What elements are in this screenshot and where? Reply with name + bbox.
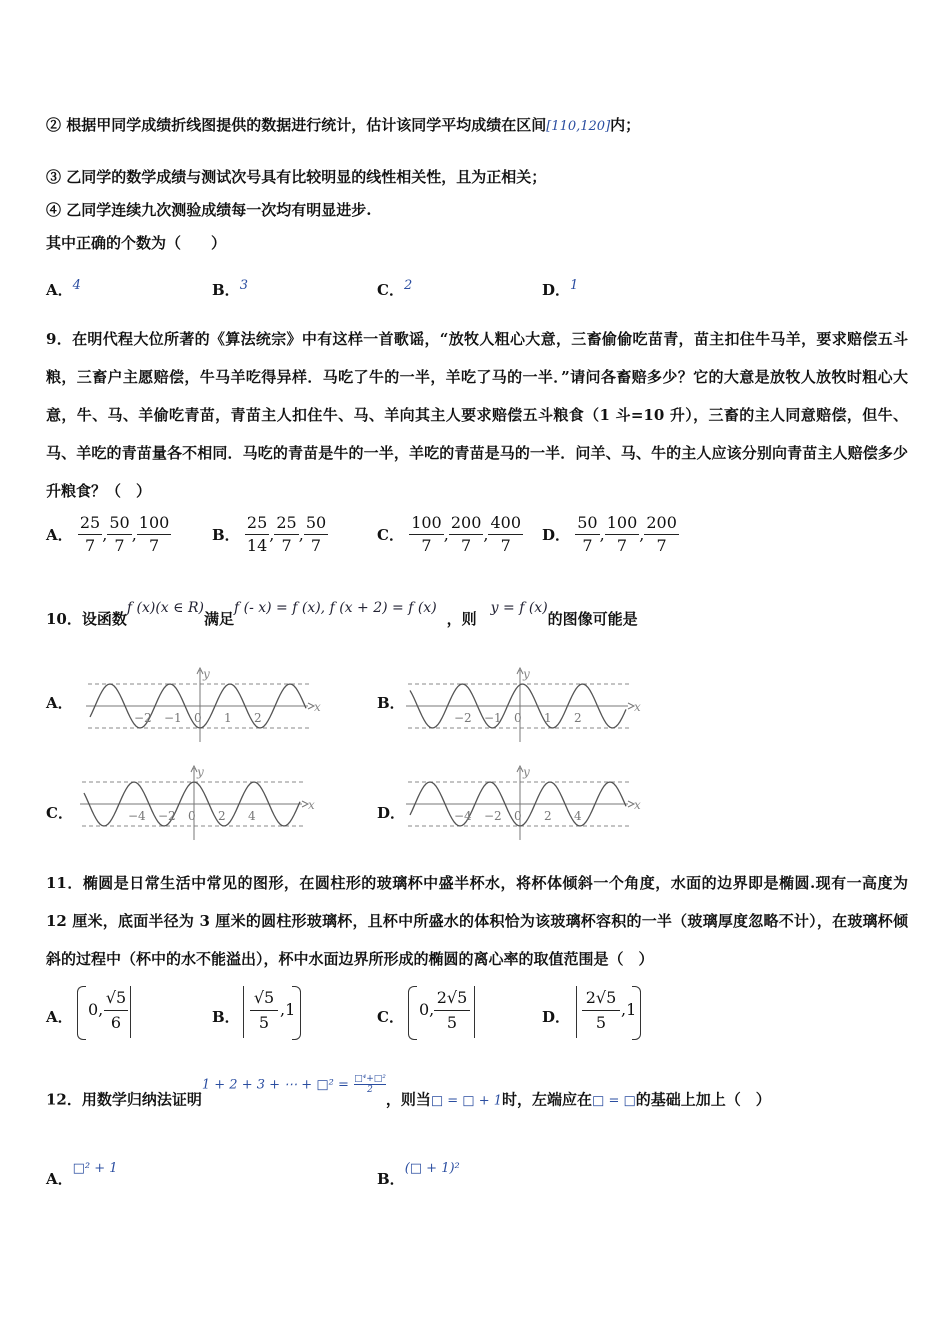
tick-label: 2 — [218, 809, 226, 823]
x-axis-label: x — [308, 798, 315, 812]
q11-option-a-label[interactable]: A． — [46, 1008, 73, 1026]
q10-option-b-label[interactable]: B． — [377, 694, 405, 712]
q10-option-d-label[interactable]: D． — [377, 804, 406, 822]
q9-option-c[interactable]: C． $\frac{100}{7}$ , $\frac{200}{7}$ , $\frac{400}{7}$ — [377, 513, 522, 555]
count-question: 其中正确的个数为（ ） — [46, 234, 227, 252]
tick-label: 0 — [514, 809, 522, 823]
interval-110-120: [110,120] — [546, 119, 611, 134]
q12-option-b[interactable]: B．(□ + 1)² — [377, 1161, 460, 1188]
tick-label: 2 — [544, 809, 552, 823]
statement-2-text: ② 根据甲同学成绩折线图提供的数据进行统计，估计该同学平均成绩在区间 — [46, 116, 547, 134]
q10-option-a-label[interactable]: A． — [46, 694, 73, 712]
tick-label: 0 — [188, 809, 196, 823]
tick-label: −1 — [484, 711, 502, 725]
tick-label: −2 — [134, 711, 152, 725]
tick-label: −4 — [454, 809, 472, 823]
tick-label: −1 — [164, 711, 182, 725]
question-9-text: 9．在明代程大位所著的《算法统宗》中有这样一首歌谣，“放牧人粗心大意，三畜偷偷吃苗青，苗主扣住牛马羊，要求赔偿五斗粮，三畜户主愿赔偿，牛马羊吃得异样．马吃了牛的一半，羊吃了马的一半．”请问各畜赔多少？它的大意是放牧人放牧时粗心大意，牛、马、羊偷吃青苗，青苗主人扣住牛、马、羊向其主人要求赔偿五斗粮食（1 斗=10 升），三畜的主人同意赔偿，但牛、马、羊吃的青苗量各不相同．马吃的青苗是牛的一半，羊吃的青苗是马的一半．问羊、马、牛的主人应该分别向青苗主人赔偿多少升粮食？（ ） — [46, 330, 908, 500]
question-10: 10．设函数f (x)(x ∈ R)满足f (- x) = f (x), f (x + 2) = f (x)，则y = f (x)的图像可能是 — [46, 600, 638, 628]
x-axis-label: x — [634, 798, 641, 812]
y-axis-label: y — [523, 765, 530, 779]
tick-label: −2 — [454, 711, 472, 725]
y-axis-label: y — [203, 667, 210, 681]
y-axis-label: y — [523, 667, 530, 681]
x-axis-label: x — [314, 700, 321, 714]
tick-label: 0 — [514, 711, 522, 725]
question-11-text: 11．椭圆是日常生活中常见的图形，在圆柱形的玻璃杯中盛半杯水，将杯体倾斜一个角度，水面的边界即是椭圆.现有一高度为 12 厘米，底面半径为 3 厘米的圆柱形玻璃杯，且杯中所盛水的体积恰为该玻璃杯容积的一半（玻璃厚度忽略不计），在玻璃杯倾斜的过程中（杯中的水不能溢出），杯中水面边界所形成的椭圆的离心率的取值范围是（ ） — [46, 874, 908, 968]
q8-option-c[interactable]: C．2 — [377, 278, 413, 299]
statement-3: ③ 乙同学的数学成绩与测试次号具有比较明显的线性相关性，且为正相关； — [46, 168, 547, 186]
graph-option-a[interactable] — [80, 666, 320, 746]
f-def: f (x)(x ∈ R) — [126, 600, 204, 616]
tick-label: −2 — [158, 809, 176, 823]
q10-option-c-label[interactable]: C． — [46, 804, 73, 822]
condition: f (- x) = f (x), f (x + 2) = f (x) — [233, 600, 437, 616]
q8-option-b[interactable]: B．3 — [212, 278, 248, 299]
tick-label: 4 — [248, 809, 256, 823]
tick-label: −2 — [484, 809, 502, 823]
tick-label: 0 — [194, 711, 202, 725]
induction-formula: 1 + 2 + 3 + ⋯ + □² = — [201, 1077, 349, 1093]
statement-2-tail: 内； — [610, 116, 641, 134]
tick-label: 1 — [544, 711, 552, 725]
tick-label: −4 — [128, 809, 146, 823]
question-12: 12．用数学归纳法证明1 + 2 + 3 + ⋯ + □² = □⁴+□² 2 ，则当□ = □ + 1时，左端应在□ = □的基础上加上（ ） — [46, 1074, 771, 1109]
graph-option-b[interactable] — [400, 666, 640, 746]
y-eq: y = f (x) — [490, 600, 548, 616]
graph-option-c[interactable] — [74, 764, 314, 844]
q8-option-d[interactable]: D．1 — [542, 278, 579, 299]
tick-label: 2 — [574, 711, 582, 725]
q9-option-b[interactable]: B． $\frac{25}{14}$ , $\frac{25}{7}$ , $\frac{50}{7}$ — [212, 513, 327, 555]
q8-option-a[interactable]: A．4 — [46, 278, 81, 299]
q11-option-b-label[interactable]: B． — [212, 1008, 240, 1026]
tick-label: 4 — [574, 809, 582, 823]
statement-4: ④ 乙同学连续九次测验成绩每一次均有明显进步. — [46, 201, 372, 219]
q11-option-c-label[interactable]: C． — [377, 1008, 404, 1026]
q11-option-d-label[interactable]: D． — [542, 1008, 571, 1026]
x-axis-label: x — [634, 700, 641, 714]
graph-option-d[interactable] — [400, 764, 640, 844]
y-axis-label: y — [197, 765, 204, 779]
tick-label: 1 — [224, 711, 232, 725]
tick-label: 2 — [254, 711, 262, 725]
q9-option-d[interactable]: D． $\frac{50}{7}$ , $\frac{100}{7}$ , $\frac{200}{7}$ — [542, 513, 677, 555]
statement-2 — [46, 114, 640, 135]
q9-option-a[interactable]: A． $\frac{25}{7}$ , $\frac{50}{7}$ , $\frac{100}{7}$ — [46, 513, 170, 555]
q12-option-a[interactable]: A．□² + 1 — [46, 1161, 118, 1188]
